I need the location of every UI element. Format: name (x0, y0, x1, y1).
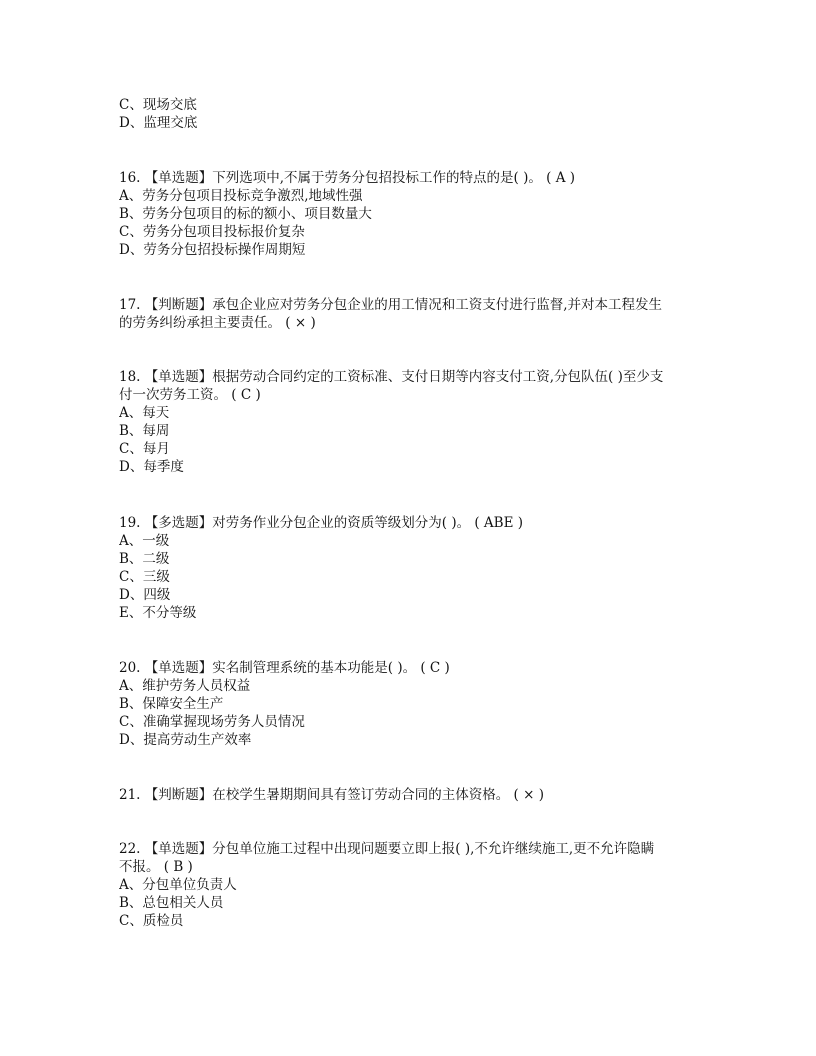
option-line: C、准确掌握现场劳务人员情况 (119, 714, 305, 730)
question-line: 21. 【判断题】在校学生暑期期间具有签订劳动合同的主体资格。 ( × ) (119, 787, 544, 803)
option-line: E、不分等级 (119, 605, 197, 621)
option-line: C、质检员 (119, 913, 184, 929)
option-line: A、每天 (119, 405, 170, 421)
question-line: 18. 【单选题】根据劳动合同约定的工资标准、支付日期等内容支付工资,分包队伍( )至少支 (119, 369, 664, 385)
option-line: A、维护劳务人员权益 (119, 678, 251, 694)
option-line: A、一级 (119, 533, 170, 549)
option-line: D、四级 (119, 587, 171, 603)
option-line: A、分包单位负责人 (119, 877, 237, 893)
question-line: 不报。 ( B ) (119, 859, 193, 875)
question-line: 19. 【多选题】对劳务作业分包企业的资质等级划分为( )。 ( ABE ) (119, 515, 524, 531)
option-line: D、每季度 (119, 459, 184, 475)
option-line: D、监理交底 (119, 115, 198, 131)
option-line: C、三级 (119, 569, 170, 585)
option-line: C、每月 (119, 441, 170, 457)
option-line: B、劳务分包项目的标的额小、项目数量大 (119, 206, 372, 222)
option-line: D、劳务分包招投标操作周期短 (119, 242, 306, 258)
option-line: A、劳务分包项目投标竞争激烈,地域性强 (119, 188, 363, 204)
option-line: C、现场交底 (119, 97, 197, 113)
question-line: 17. 【判断题】承包企业应对劳务分包企业的用工情况和工资支付进行监督,并对本工程发生 (119, 297, 663, 313)
question-line: 付一次劳务工资。 ( C ) (119, 387, 261, 403)
option-line: B、二级 (119, 551, 170, 567)
option-line: B、每周 (119, 423, 170, 439)
option-line: C、劳务分包项目投标报价复杂 (119, 224, 305, 240)
question-line: 16. 【单选题】下列选项中,不属于劳务分包招投标工作的特点的是( )。 ( A ) (119, 170, 576, 186)
option-line: D、提高劳动生产效率 (119, 732, 252, 748)
option-line: B、总包相关人员 (119, 895, 224, 911)
question-line: 20. 【单选题】实名制管理系统的基本功能是( )。 ( C ) (119, 660, 450, 676)
question-line: 22. 【单选题】分包单位施工过程中出现问题要立即上报( ),不允许继续施工,更不允许隐瞒 (119, 841, 655, 857)
question-line: 的劳务纠纷承担主要责任。 ( × ) (119, 315, 316, 331)
option-line: B、保障安全生产 (119, 696, 224, 712)
